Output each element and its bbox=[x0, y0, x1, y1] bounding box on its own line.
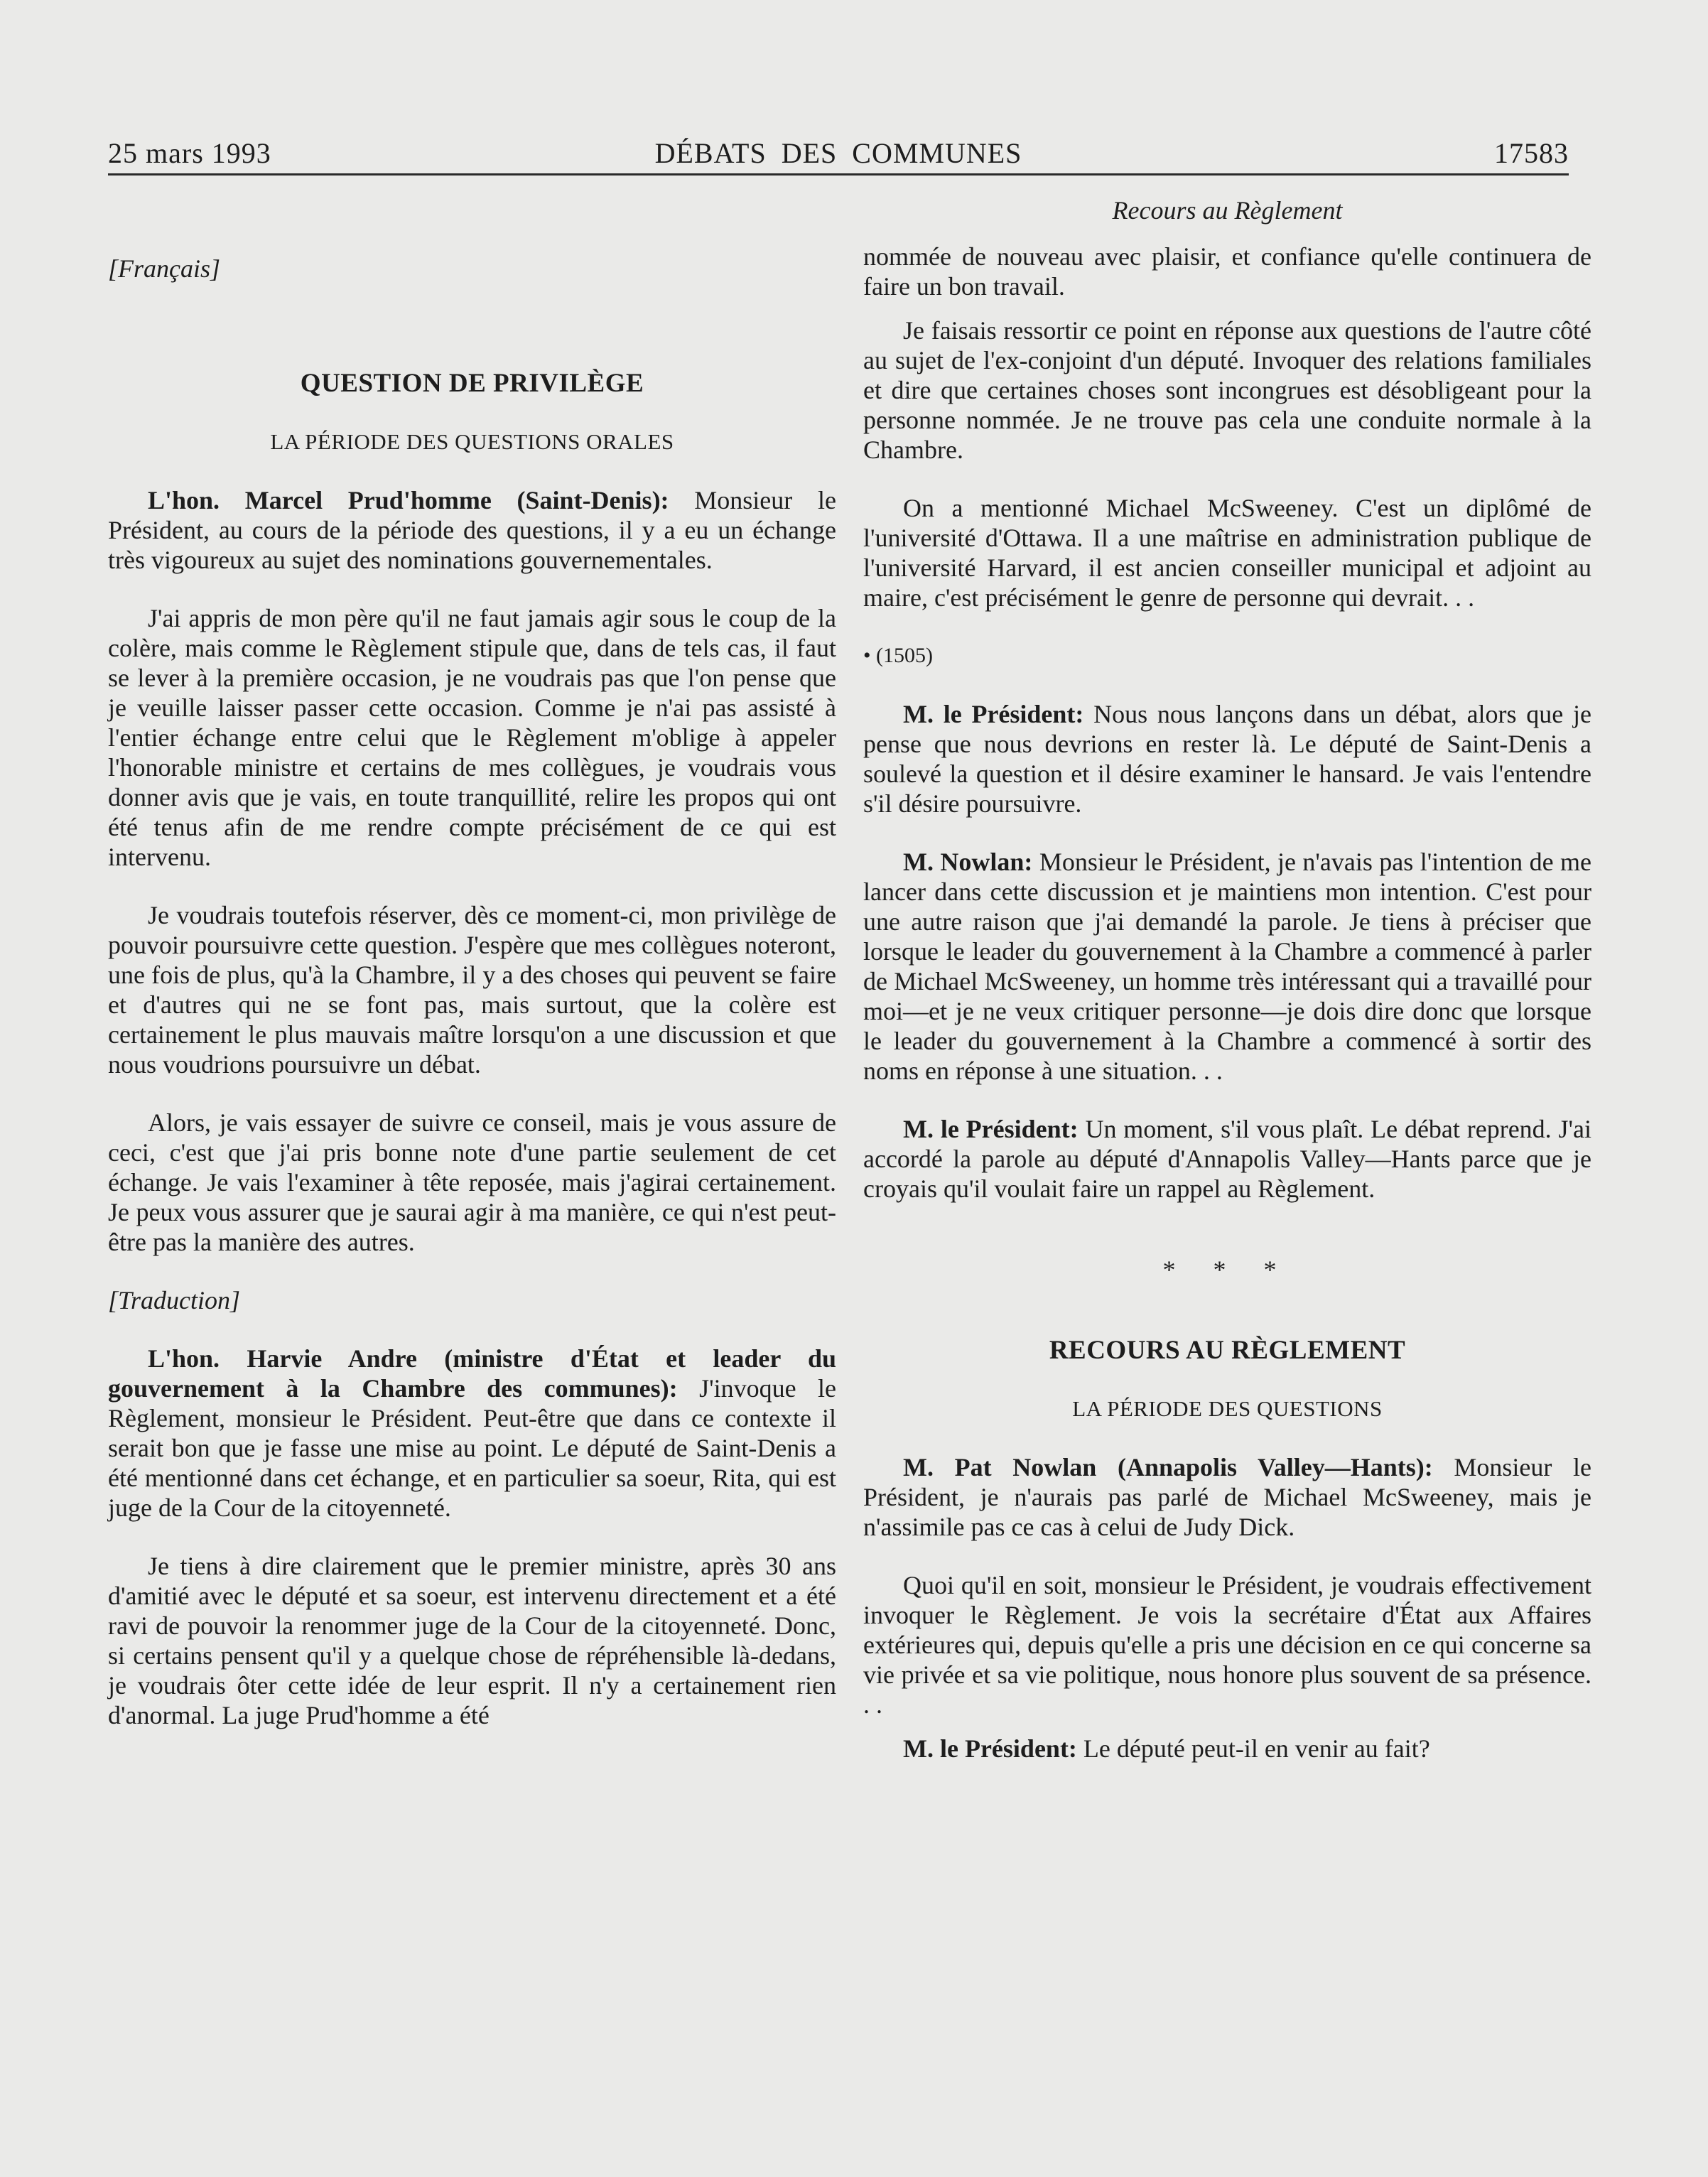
paragraph-continued: nommée de nouveau avec plaisir, et confiance qu'elle continuera de faire un bon travail. bbox=[863, 242, 1591, 301]
subheading-periode-questions-orales: LA PÉRIODE DES QUESTIONS ORALES bbox=[270, 429, 674, 454]
section-heading-recours-reglement: RECOURS AU RÈGLEMENT bbox=[1049, 1336, 1406, 1365]
paragraph: Alors, je vais essayer de suivre ce conseil, mais je vous assure de ceci, c'est que j'ai pris bonne note d'une partie seulement de cet échange. Je vais l'examiner à tête reposée, mais j'agirai certainement. Je peux vous assurer que je saurai agir à ma manière, ce qui n'est peut-être pas la manière des autres. bbox=[108, 1108, 836, 1256]
paragraph: J'ai appris de mon père qu'il ne faut jamais agir sous le coup de la colère, mais comme le Règlement stipule que, dans de tels cas, il faut se lever à la première occasion, je ne voudrais pas que l'on pense que je veuille laisser passer cette occasion. Comme je n'ai pas assisté à l'entier échange entre celui que le Règlement m'oblige à appeler l'honorable ministre et certains de mes collègues, je voudrais vous donner avis que je vais, en toute tranquillité, relire les propos qui ont été tenus afin de me rendre compte précisément de ce qui est intervenu. bbox=[108, 604, 836, 871]
speech-text: Nous nous lançons dans un débat, alors que je pense que nous devrions en rester là. Le député de Saint-Denis a soulevé la question et il désire examiner le hansard. Je vais l'entendre s'il désire poursuivre. bbox=[863, 700, 1592, 818]
paragraph: Je tiens à dire clairement que le premier ministre, après 30 ans d'amitié avec le député et sa soeur, est intervenu directement et a été ravi de pouvoir la renommer juge de la Cour de la citoyenneté. Donc, si certains pensent qu'il y a quelque chose de répréhensible là-dedans, je voudrais ôter cette idée de leur esprit. Il n'y a certainement rien d'anormal. La juge Prud'homme a été bbox=[108, 1552, 836, 1729]
language-tag-francais: [Français] bbox=[108, 254, 221, 283]
speaker-name: M. le Président: bbox=[903, 1115, 1079, 1143]
paragraph-president bbox=[863, 1114, 1591, 1204]
speaker-name: M. le Président: bbox=[903, 1734, 1077, 1763]
paragraph-prudhomme-intro bbox=[108, 485, 836, 575]
section-separator-stars: * * * bbox=[1162, 1255, 1292, 1284]
paragraph-pat-nowlan bbox=[863, 1452, 1591, 1542]
section-heading-question-privilege: QUESTION DE PRIVILÈGE bbox=[300, 369, 644, 398]
speaker-name: L'hon. Harvie Andre (ministre d'État et leader du gouvernement à la Chambre des communes): bbox=[108, 1344, 836, 1403]
speech-text: Monsieur le Président, je n'aurais pas parlé de Michael McSweeney, mais je n'assimile pas ce cas à celui de Judy Dick. bbox=[863, 1453, 1591, 1541]
right-column bbox=[863, 195, 1591, 1763]
header-date: 25 mars 1993 bbox=[108, 137, 271, 169]
left-column bbox=[108, 195, 836, 1730]
page-header bbox=[108, 131, 1569, 175]
running-head: Recours au Règlement bbox=[1112, 196, 1343, 225]
paragraph: Je voudrais toutefois réserver, dès ce moment-ci, mon privilège de pouvoir poursuivre cette question. J'espère que mes collègues noteront, une fois de plus, qu'à la Chambre, il y a des choses qui peuvent se faire et d'autres qui ne se font pas, mais surtout, que la colère est certainement le plus mauvais maître lorsqu'on a une discussion et que nous voudrions poursuivre un débat. bbox=[108, 901, 836, 1079]
speaker-name: L'hon. Marcel Prud'homme (Saint-Denis): bbox=[148, 486, 669, 514]
speaker-name: M. Nowlan: bbox=[903, 848, 1033, 876]
header-title: DÉBATS DES COMMUNES bbox=[654, 137, 1022, 169]
header-page-number: 17583 bbox=[1494, 137, 1569, 169]
speech-text: Un moment, s'il vous plaît. Le débat reprend. J'ai accordé la parole au député d'Annapolis Valley—Hants parce que je croyais qu'il voulait faire un rappel au Règlement. bbox=[863, 1115, 1591, 1203]
speech-text: Monsieur le Président, au cours de la période des questions, il y a eu un échange très vigoureux au sujet des nominations gouvernementales. bbox=[108, 486, 837, 574]
paragraph: Je faisais ressortir ce point en réponse aux questions de l'autre côté au sujet de l'ex-conjoint d'un député. Invoquer des relations familiales et dire que certaines choses sont incongrues est désobligeant pour la personne nommée. Je ne trouve pas cela une conduite normale à la Chambre. bbox=[863, 316, 1591, 464]
speech-text: Monsieur le Président, je n'avais pas l'intention de me lancer dans cette discussion et je maintiens mon intention. C'est pour une autre raison que j'ai demandé la parole. Je tiens à préciser que lorsque le leader du gouvernement à la Chambre a commencé à parler de Michael McSweeney, un homme très intéressant qui a travaillé pour moi—et je ne veux critiquer personne—je dois dire donc que lorsque le leader du gouvernement à la Chambre a commencé à sortir des noms en réponse à une situation. . . bbox=[863, 848, 1591, 1085]
paragraph-president bbox=[863, 1734, 1591, 1763]
speaker-name: M. Pat Nowlan (Annapolis Valley—Hants): bbox=[903, 1453, 1433, 1481]
speech-text: Le député peut-il en venir au fait? bbox=[1076, 1734, 1430, 1763]
paragraph: On a mentionné Michael McSweeney. C'est un diplômé de l'université d'Ottawa. Il a une maîtrise en administration publique de l'université Harvard, il est ancien conseiller municipal et adjoint au maire, c'est précisément le genre de personne qui devrait. . . bbox=[863, 494, 1591, 612]
paragraph-president bbox=[863, 699, 1591, 819]
language-tag-traduction: [Traduction] bbox=[108, 1286, 241, 1314]
paragraph-nowlan bbox=[863, 847, 1591, 1086]
paragraph-andre bbox=[108, 1344, 836, 1523]
speaker-name: M. le Président: bbox=[903, 700, 1084, 728]
paragraph: Quoi qu'il en soit, monsieur le Président, je voudrais effectivement invoquer le Règlement. Je vois la secrétaire d'État aux Affaires extérieures qui, depuis qu'elle a pris une décision en ce qui concerne sa vie privée et sa vie politique, nous honore plus souvent de sa présence. . . bbox=[863, 1571, 1591, 1719]
time-marker: • (1505) bbox=[863, 644, 933, 667]
subheading-periode-questions: LA PÉRIODE DES QUESTIONS bbox=[1072, 1396, 1383, 1421]
speech-text: J'invoque le Règlement, monsieur le Président. Peut-être que dans ce contexte il serait bon que je fasse une mise au point. Le député de Saint-Denis a été mentionné dans cet échange, et en particulier sa soeur, Rita, qui est juge de la Cour de la citoyenneté. bbox=[108, 1374, 836, 1522]
